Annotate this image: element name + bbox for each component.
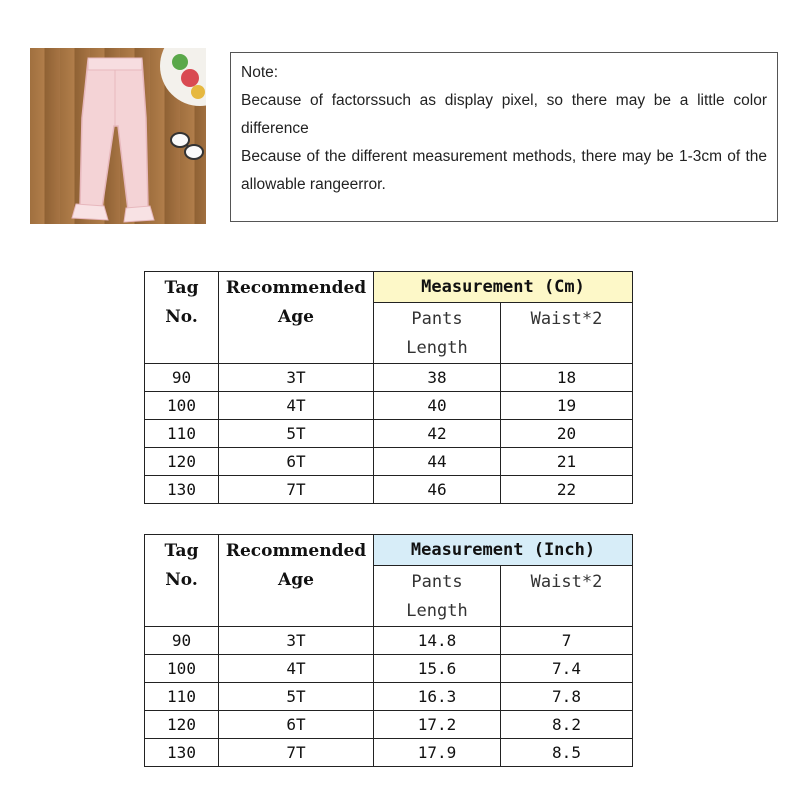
- header-age-line2: Age: [278, 307, 314, 327]
- table-row: [145, 655, 633, 683]
- cell-tag: 110: [145, 420, 219, 448]
- cell-tag: 120: [145, 448, 219, 476]
- cell-age: 7T: [219, 739, 374, 767]
- cell-age: 4T: [219, 392, 374, 420]
- header-pants-line1: Pants: [411, 572, 463, 592]
- cell-pants: 14.8: [374, 627, 501, 655]
- cell-waist: 18: [501, 364, 633, 392]
- cell-age: 6T: [219, 448, 374, 476]
- pink-pants-illustration: [30, 48, 206, 224]
- header-age-line2: Age: [278, 570, 314, 590]
- header-tag-line2: No.: [165, 307, 198, 327]
- cell-age: 4T: [219, 655, 374, 683]
- header-measurement: Measurement (Inch): [374, 535, 633, 566]
- note-heading: Note:: [241, 64, 279, 81]
- sunglasses-image: [171, 133, 203, 159]
- cell-pants: 17.9: [374, 739, 501, 767]
- cell-tag: 90: [145, 364, 219, 392]
- cell-age: 3T: [219, 627, 374, 655]
- cell-pants: 40: [374, 392, 501, 420]
- cell-age: 6T: [219, 711, 374, 739]
- table-row: [145, 739, 633, 767]
- header-recommended-age: [219, 272, 374, 364]
- header-age-line1: Recommended: [225, 278, 367, 298]
- table-row: [145, 364, 633, 392]
- pants-image: [72, 58, 154, 222]
- cell-waist: 8.5: [501, 739, 633, 767]
- cell-pants: 16.3: [374, 683, 501, 711]
- header-age-line1: Recommended: [225, 541, 367, 561]
- table-row: [145, 627, 633, 655]
- cell-age: 5T: [219, 420, 374, 448]
- cell-age: 7T: [219, 476, 374, 504]
- cell-waist: 7.8: [501, 683, 633, 711]
- cell-waist: 19: [501, 392, 633, 420]
- note-line-1: Because of factorssuch as display pixel, so there may be a little color difference: [241, 92, 767, 137]
- header-waist: Waist*2: [501, 303, 633, 364]
- cell-age: 3T: [219, 364, 374, 392]
- cell-tag: 100: [145, 392, 219, 420]
- cell-tag: 130: [145, 739, 219, 767]
- cell-waist: 22: [501, 476, 633, 504]
- table-row: [145, 448, 633, 476]
- table-row: [145, 711, 633, 739]
- header-pants-line1: Pants: [411, 309, 463, 329]
- table-row: [145, 420, 633, 448]
- product-photo: [30, 48, 206, 224]
- cell-pants: 46: [374, 476, 501, 504]
- cell-tag: 110: [145, 683, 219, 711]
- header-pants-line2: Length: [406, 338, 468, 358]
- cell-tag: 120: [145, 711, 219, 739]
- note-line-2: Because of the different measurement methods, there may be 1-3cm of the allowable rangeerror.: [241, 148, 767, 193]
- header-pants-length: [374, 566, 501, 627]
- size-table-inch: [144, 534, 633, 767]
- header-waist: Waist*2: [501, 566, 633, 627]
- table-row: [145, 476, 633, 504]
- cell-waist: 8.2: [501, 711, 633, 739]
- header-tag-line1: Tag: [164, 278, 199, 298]
- cell-pants: 15.6: [374, 655, 501, 683]
- cell-tag: 100: [145, 655, 219, 683]
- cell-waist: 7: [501, 627, 633, 655]
- cell-waist: 20: [501, 420, 633, 448]
- header-recommended-age: [219, 535, 374, 627]
- header-pants-length: [374, 303, 501, 364]
- header-tag-no: [145, 272, 219, 364]
- header-pants-line2: Length: [406, 601, 468, 621]
- cell-waist: 21: [501, 448, 633, 476]
- table-row: [145, 683, 633, 711]
- cell-pants: 42: [374, 420, 501, 448]
- cell-pants: 17.2: [374, 711, 501, 739]
- size-table-cm: [144, 271, 633, 504]
- header-measurement: Measurement (Cm): [374, 272, 633, 303]
- header-tag-line1: Tag: [164, 541, 199, 561]
- header-tag-no: [145, 535, 219, 627]
- cell-tag: 90: [145, 627, 219, 655]
- table-row: [145, 392, 633, 420]
- cell-pants: 44: [374, 448, 501, 476]
- note-box: [230, 52, 778, 222]
- header-tag-line2: No.: [165, 570, 198, 590]
- cell-waist: 7.4: [501, 655, 633, 683]
- cell-age: 5T: [219, 683, 374, 711]
- cell-tag: 130: [145, 476, 219, 504]
- cell-pants: 38: [374, 364, 501, 392]
